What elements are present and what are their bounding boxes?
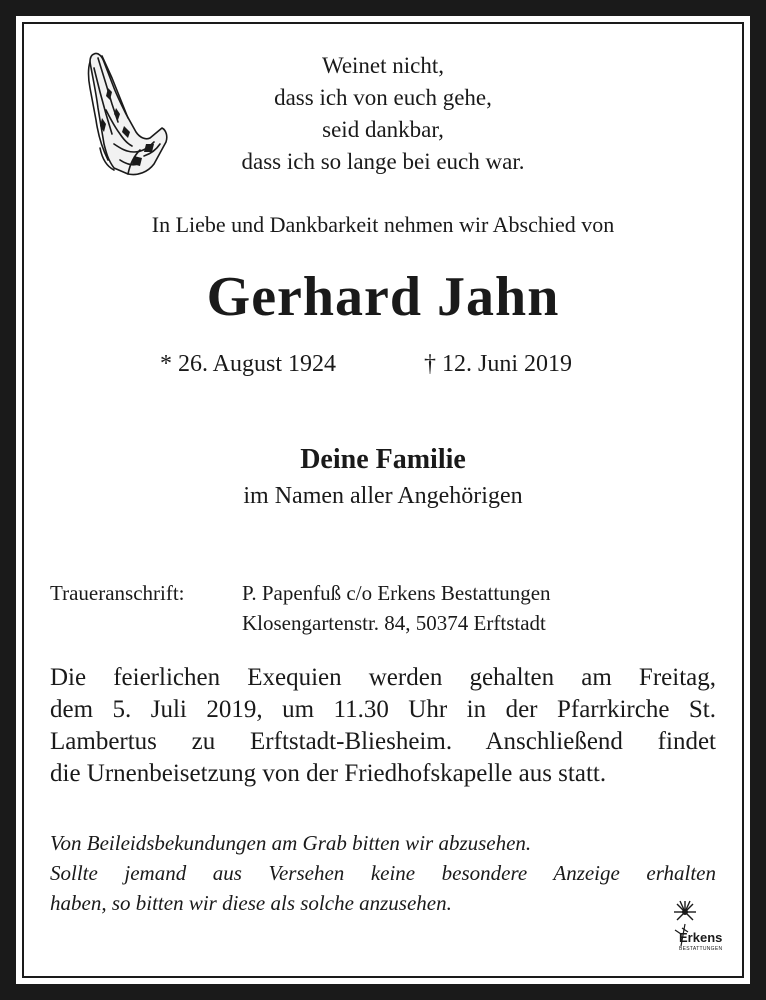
service-line: dem 5. Juli 2019, um 11.30 Uhr in der Pfarrkirche St. [50, 696, 716, 723]
address-label: Traueranschrift: [50, 581, 185, 605]
logo-tagline: BESTATTUNGEN [679, 946, 723, 952]
poem-line: dass ich so lange bei euch war. [241, 149, 525, 174]
note-paragraph [50, 828, 716, 918]
service-line: Die feierlichen Exequien werden gehalten am Freitag, [50, 664, 716, 691]
intro-text: In Liebe und Dankbarkeit nehmen wir Abschied von [151, 212, 615, 237]
poem-line: Weinet nicht, [321, 53, 445, 78]
death-date: † 12. Juni 2019 [424, 351, 573, 377]
address-block [242, 578, 551, 638]
poem-line: seid dankbar, [322, 117, 444, 142]
poem-line: dass ich von euch gehe, [274, 85, 492, 110]
poem [0, 50, 766, 178]
note-line: Sollte jemand aus Versehen keine besondere Anzeige erhalten [50, 861, 716, 885]
erkens-logo [665, 898, 731, 956]
logo-name: Erkens [679, 930, 723, 945]
service-line: Lambertus zu Erftstadt-Bliesheim. Anschließend findet [50, 728, 716, 755]
address-line: Klosengartenstr. 84, 50374 Erftstadt [242, 611, 546, 635]
note-line: Von Beileidsbekundungen am Grab bitten wir abzusehen. [50, 831, 532, 855]
family-title: Deine Familie [300, 444, 466, 475]
deceased-name: Gerhard Jahn [206, 266, 560, 328]
family-subtitle: im Namen aller Angehörigen [243, 483, 523, 509]
birth-date: * 26. August 1924 [160, 351, 337, 377]
note-line: haben, so bitten wir diese als solche anzusehen. [50, 891, 452, 915]
service-paragraph [50, 662, 716, 790]
service-line: die Urnenbeisetzung von der Friedhofskapelle aus statt. [50, 760, 607, 787]
address-line: P. Papenfuß c/o Erkens Bestattungen [242, 581, 551, 605]
